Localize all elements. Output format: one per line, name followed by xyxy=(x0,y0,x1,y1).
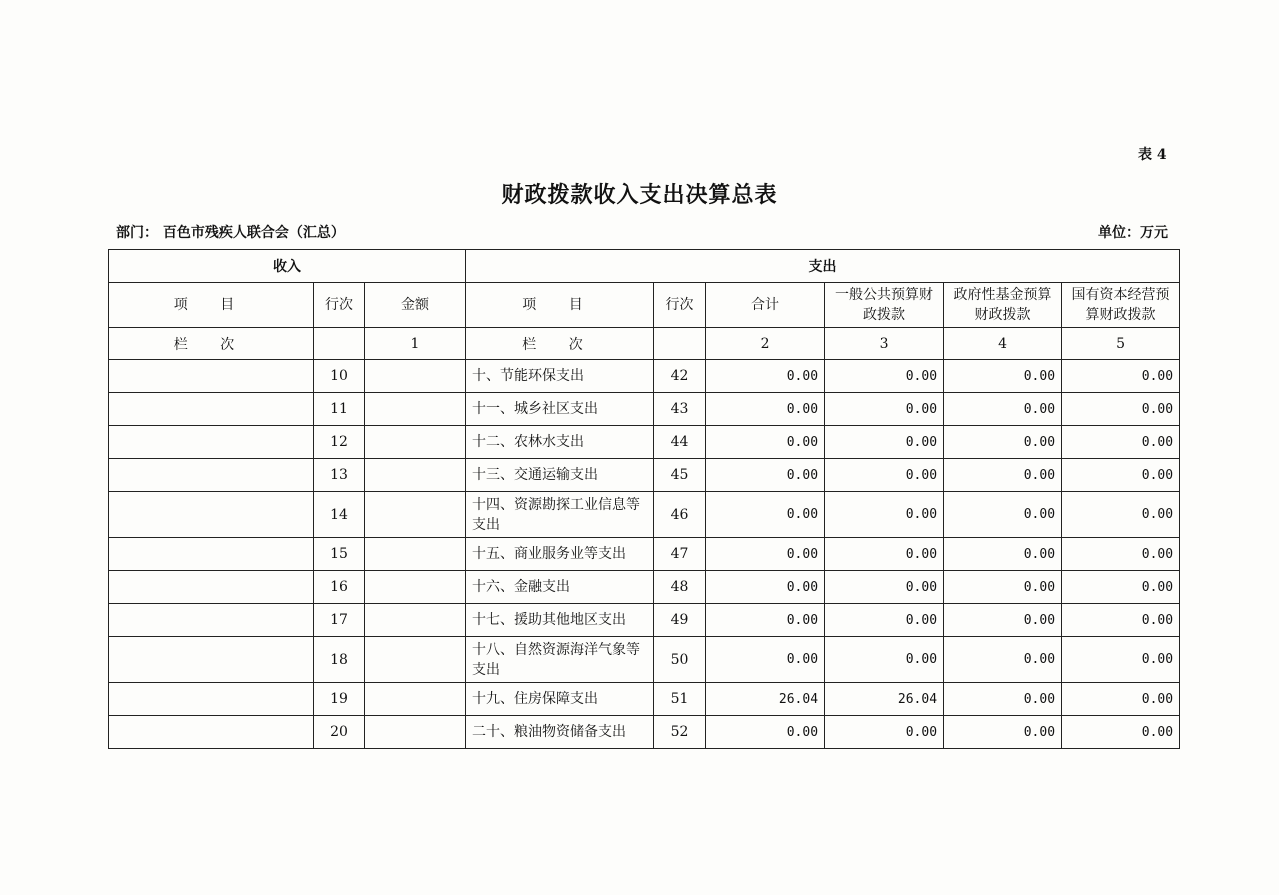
general-cell: 0.00 xyxy=(825,571,944,604)
index-income-amount: 1 xyxy=(365,328,466,360)
exp-row-cell: 47 xyxy=(654,538,706,571)
total-cell: 0.00 xyxy=(706,492,825,538)
income-item-cell xyxy=(109,459,314,492)
column-header-row xyxy=(109,283,1180,328)
table-row xyxy=(109,426,1180,459)
expense-group-header: 支出 xyxy=(466,250,1180,283)
exp-item-cell: 十七、援助其他地区支出 xyxy=(466,604,654,637)
fund-cell: 0.00 xyxy=(944,459,1062,492)
general-cell: 0.00 xyxy=(825,459,944,492)
table-number: 表 4 xyxy=(1138,147,1167,163)
income-amount-cell xyxy=(365,459,466,492)
income-amount-cell xyxy=(365,393,466,426)
general-cell: 0.00 xyxy=(825,604,944,637)
capital-cell: 0.00 xyxy=(1062,571,1180,604)
income-group-header: 收入 xyxy=(109,250,466,283)
general-cell: 0.00 xyxy=(825,538,944,571)
capital-cell: 0.00 xyxy=(1062,637,1180,683)
income-item-cell xyxy=(109,637,314,683)
income-row-cell: 11 xyxy=(314,393,365,426)
index-exp-row xyxy=(654,328,706,360)
capital-cell: 0.00 xyxy=(1062,716,1180,749)
exp-item-cell: 十、节能环保支出 xyxy=(466,360,654,393)
exp-row-cell: 42 xyxy=(654,360,706,393)
table-row xyxy=(109,604,1180,637)
fund-cell: 0.00 xyxy=(944,426,1062,459)
exp-row-cell: 46 xyxy=(654,492,706,538)
exp-item-cell: 十五、商业服务业等支出 xyxy=(466,538,654,571)
total-cell: 0.00 xyxy=(706,571,825,604)
income-item-cell xyxy=(109,683,314,716)
index-general: 3 xyxy=(825,328,944,360)
fund-cell: 0.00 xyxy=(944,716,1062,749)
exp-item-cell: 十九、住房保障支出 xyxy=(466,683,654,716)
exp-row-cell: 45 xyxy=(654,459,706,492)
exp-row-cell: 48 xyxy=(654,571,706,604)
income-item-cell xyxy=(109,492,314,538)
income-amount-cell xyxy=(365,571,466,604)
income-amount-cell xyxy=(365,716,466,749)
total-cell: 26.04 xyxy=(706,683,825,716)
exp-item-cell: 十一、城乡社区支出 xyxy=(466,393,654,426)
table-row xyxy=(109,683,1180,716)
index-total: 2 xyxy=(706,328,825,360)
total-cell: 0.00 xyxy=(706,716,825,749)
exp-row-cell: 50 xyxy=(654,637,706,683)
fund-cell: 0.00 xyxy=(944,492,1062,538)
income-row-cell: 19 xyxy=(314,683,365,716)
table-row xyxy=(109,393,1180,426)
col-general: 一般公共预算财政拨款 xyxy=(825,283,944,328)
fund-cell: 0.00 xyxy=(944,604,1062,637)
exp-row-cell: 43 xyxy=(654,393,706,426)
capital-cell: 0.00 xyxy=(1062,683,1180,716)
col-exp-item: 项 目 xyxy=(466,283,654,328)
income-amount-cell xyxy=(365,360,466,393)
income-row-cell: 12 xyxy=(314,426,365,459)
income-amount-cell xyxy=(365,492,466,538)
capital-cell: 0.00 xyxy=(1062,426,1180,459)
income-row-cell: 13 xyxy=(314,459,365,492)
exp-row-cell: 52 xyxy=(654,716,706,749)
capital-cell: 0.00 xyxy=(1062,360,1180,393)
income-amount-cell xyxy=(365,683,466,716)
income-item-cell xyxy=(109,360,314,393)
income-amount-cell xyxy=(365,426,466,459)
total-cell: 0.00 xyxy=(706,459,825,492)
col-income-item: 项 目 xyxy=(109,283,314,328)
col-exp-row: 行次 xyxy=(654,283,706,328)
table-row xyxy=(109,538,1180,571)
fund-cell: 0.00 xyxy=(944,683,1062,716)
table-row xyxy=(109,492,1180,538)
income-amount-cell xyxy=(365,604,466,637)
exp-row-cell: 49 xyxy=(654,604,706,637)
col-income-row: 行次 xyxy=(314,283,365,328)
total-cell: 0.00 xyxy=(706,393,825,426)
exp-item-cell: 十二、农林水支出 xyxy=(466,426,654,459)
capital-cell: 0.00 xyxy=(1062,459,1180,492)
index-row xyxy=(109,328,1180,360)
general-cell: 0.00 xyxy=(825,492,944,538)
total-cell: 0.00 xyxy=(706,538,825,571)
fiscal-table xyxy=(108,249,1180,749)
general-cell: 0.00 xyxy=(825,360,944,393)
fund-cell: 0.00 xyxy=(944,393,1062,426)
income-amount-cell xyxy=(365,637,466,683)
exp-item-cell: 十八、自然资源海洋气象等支出 xyxy=(466,637,654,683)
income-row-cell: 18 xyxy=(314,637,365,683)
table-row xyxy=(109,360,1180,393)
index-income-row xyxy=(314,328,365,360)
col-income-amount: 金额 xyxy=(365,283,466,328)
col-state-capital: 国有资本经营预算财政拨款 xyxy=(1062,283,1180,328)
income-row-cell: 17 xyxy=(314,604,365,637)
income-item-cell xyxy=(109,538,314,571)
page-title: 财政拨款收入支出决算总表 xyxy=(501,182,778,208)
total-cell: 0.00 xyxy=(706,360,825,393)
exp-row-cell: 44 xyxy=(654,426,706,459)
table-row xyxy=(109,716,1180,749)
general-cell: 0.00 xyxy=(825,393,944,426)
exp-item-cell: 十三、交通运输支出 xyxy=(466,459,654,492)
exp-item-cell: 十六、金融支出 xyxy=(466,571,654,604)
income-item-cell xyxy=(109,426,314,459)
group-header-row xyxy=(109,250,1180,283)
income-item-cell xyxy=(109,604,314,637)
capital-cell: 0.00 xyxy=(1062,393,1180,426)
general-cell: 0.00 xyxy=(825,426,944,459)
income-amount-cell xyxy=(365,538,466,571)
col-gov-fund: 政府性基金预算财政拨款 xyxy=(944,283,1062,328)
index-gov-fund: 4 xyxy=(944,328,1062,360)
col-total: 合计 xyxy=(706,283,825,328)
exp-row-cell: 51 xyxy=(654,683,706,716)
index-exp-label: 栏 次 xyxy=(466,328,654,360)
income-row-cell: 14 xyxy=(314,492,365,538)
income-item-cell xyxy=(109,716,314,749)
income-item-cell xyxy=(109,571,314,604)
table-row xyxy=(109,571,1180,604)
general-cell: 0.00 xyxy=(825,716,944,749)
income-row-cell: 20 xyxy=(314,716,365,749)
income-row-cell: 10 xyxy=(314,360,365,393)
table-row xyxy=(109,637,1180,683)
capital-cell: 0.00 xyxy=(1062,492,1180,538)
fund-cell: 0.00 xyxy=(944,360,1062,393)
department-label: 部门： 百色市残疾人联合会（汇总） xyxy=(116,225,345,241)
exp-item-cell: 十四、资源勘探工业信息等支出 xyxy=(466,492,654,538)
table-row xyxy=(109,459,1180,492)
fund-cell: 0.00 xyxy=(944,538,1062,571)
income-item-cell xyxy=(109,393,314,426)
exp-item-cell: 二十、粮油物资储备支出 xyxy=(466,716,654,749)
fund-cell: 0.00 xyxy=(944,637,1062,683)
index-state-capital: 5 xyxy=(1062,328,1180,360)
income-row-cell: 15 xyxy=(314,538,365,571)
index-label: 栏 次 xyxy=(109,328,314,360)
capital-cell: 0.00 xyxy=(1062,538,1180,571)
general-cell: 0.00 xyxy=(825,637,944,683)
total-cell: 0.00 xyxy=(706,637,825,683)
income-row-cell: 16 xyxy=(314,571,365,604)
capital-cell: 0.00 xyxy=(1062,604,1180,637)
general-cell: 26.04 xyxy=(825,683,944,716)
total-cell: 0.00 xyxy=(706,604,825,637)
unit-label: 单位：万元 xyxy=(1098,225,1168,241)
fund-cell: 0.00 xyxy=(944,571,1062,604)
total-cell: 0.00 xyxy=(706,426,825,459)
